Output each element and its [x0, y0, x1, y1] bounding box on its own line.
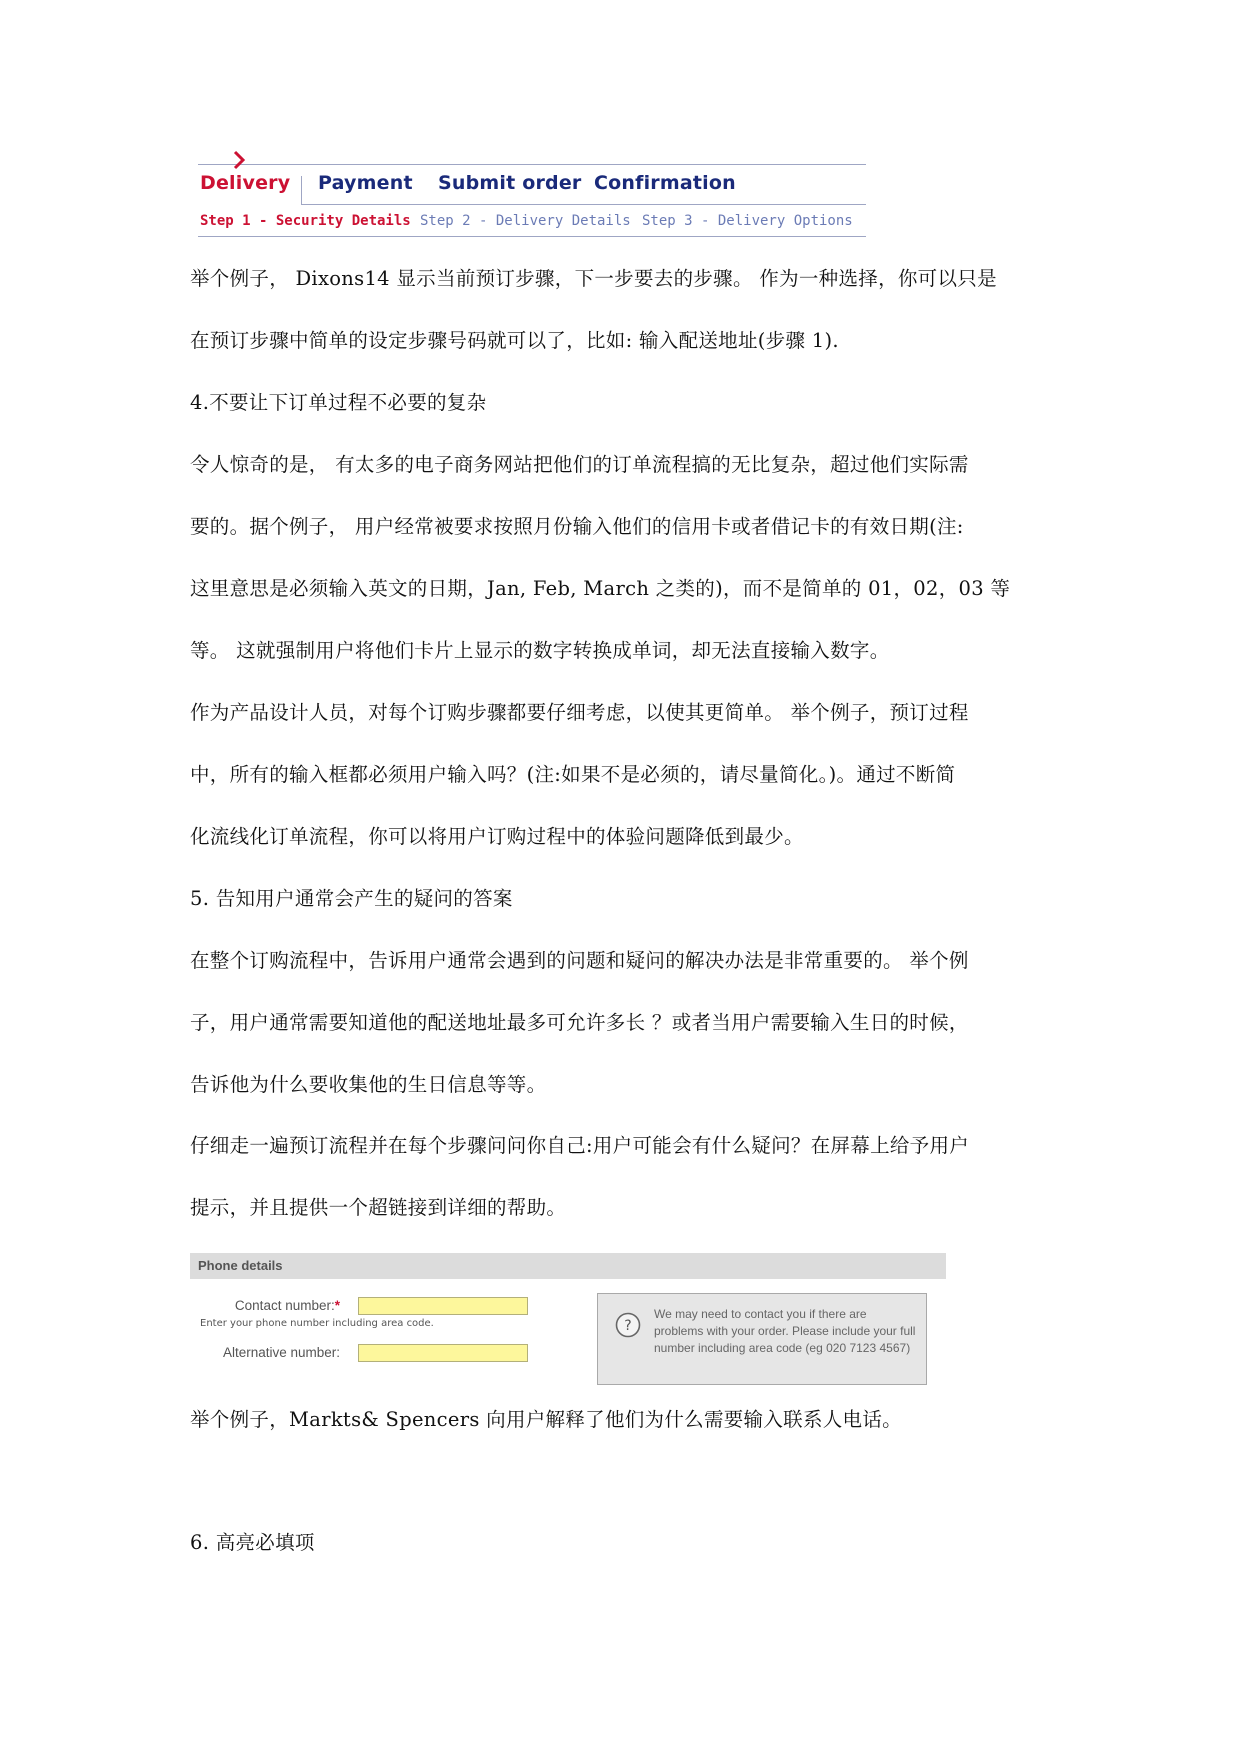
- contact-help-text: We may need to contact you if there are problems with your order. Please include your full number including area code (eg 020 7123 4567): [654, 1307, 916, 1355]
- text-line: 告诉他为什么要收集他的生日信息等等。: [190, 1073, 547, 1096]
- text-line: 化流线化订单流程，你可以将用户订购过程中的体验问题降低到最少。: [190, 825, 804, 848]
- steps-top-rule: [198, 164, 866, 165]
- required-marker: *: [334, 1298, 340, 1313]
- text-line: 等。 这就强制用户将他们卡片上显示的数字转换成单词，却无法直接输入数字。: [190, 639, 890, 662]
- question-circle-icon: [615, 1312, 641, 1338]
- substep-security-details[interactable]: Step 1 - Security Details: [200, 213, 411, 229]
- text-line: 5. 告知用户通常会产生的疑问的答案: [190, 887, 513, 910]
- checkout-steps-figure: [198, 150, 866, 242]
- heading-section-5: [190, 868, 1070, 930]
- contact-number-label: [190, 1298, 340, 1313]
- text-line: 举个例子， Dixons14 显示当前预订步骤，下一步要去的步骤。 作为一种选择，你可以只是: [190, 267, 997, 290]
- alternative-number-label: Alternative number:: [222, 1345, 340, 1360]
- tab-separator: [301, 176, 302, 205]
- text-line: 举个例子，Markts& Spencers 向用户解释了他们为什么需要输入联系人电话。: [190, 1408, 902, 1431]
- steps-mid-rule: [302, 204, 866, 205]
- caption-marks-spencer: [190, 1389, 1070, 1451]
- text-line: 作为产品设计人员，对每个订购步骤都要仔细考虑，以使其更简单。 举个例子，预订过程: [190, 701, 969, 724]
- tab-payment[interactable]: Payment: [318, 172, 413, 194]
- paragraph-dixons-example: [190, 248, 1070, 372]
- contact-number-input[interactable]: [358, 1297, 528, 1315]
- chevron-right-icon: [232, 150, 246, 170]
- svg-text:?: ?: [624, 1318, 632, 1334]
- paragraph-complex-checkout: [190, 434, 1070, 682]
- text-line: 4.不要让下订单过程不必要的复杂: [190, 391, 487, 414]
- text-line: 要的。据个例子， 用户经常被要求按照月份输入他们的信用卡或者借记卡的有效日期(注:: [190, 515, 964, 538]
- text-line: 在预订步骤中简单的设定步骤号码就可以了，比如: 输入配送地址(步骤 1).: [190, 329, 839, 352]
- phone-details-figure: [190, 1253, 946, 1389]
- steps-bottom-rule: [198, 236, 866, 237]
- text-line: 在整个订购流程中，告诉用户通常会遇到的问题和疑问的解决办法是非常重要的。 举个例: [190, 949, 969, 972]
- contact-number-hint: Enter your phone number including area code.: [200, 1318, 434, 1329]
- heading-section-4: [190, 372, 1070, 434]
- tab-submit-order[interactable]: Submit order: [438, 172, 582, 194]
- text-line: 中，所有的输入框都必须用户输入吗？(注:如果不是必须的，请尽量简化。)。通过不断简: [190, 763, 956, 786]
- substep-delivery-details[interactable]: Step 2 - Delivery Details: [420, 213, 631, 229]
- paragraph-walkthrough: [190, 1115, 1070, 1239]
- text-line: 仔细走一遍预订流程并在每个步骤问问你自己:用户可能会有什么疑问？在屏幕上给予用户: [190, 1134, 970, 1157]
- paragraph-answer-questions: [190, 930, 1070, 1116]
- contact-help-box: [597, 1293, 927, 1385]
- substep-delivery-options[interactable]: Step 3 - Delivery Options: [642, 213, 853, 229]
- paragraph-simplify-steps: [190, 682, 1070, 868]
- tab-confirmation[interactable]: Confirmation: [594, 172, 736, 194]
- text-line: 令人惊奇的是， 有太多的电子商务网站把他们的订单流程搞的无比复杂，超过他们实际需: [190, 453, 969, 476]
- tab-delivery[interactable]: Delivery: [200, 172, 291, 194]
- text-line: 子，用户通常需要知道他的配送地址最多可允许多长 ？或者当用户需要输入生日的时候，: [190, 1011, 969, 1034]
- phone-details-header: Phone details: [190, 1253, 946, 1279]
- text-line: 这里意思是必须输入英文的日期，Jan, Feb, March 之类的)，而不是简单的 01，02，03 等: [190, 577, 1011, 600]
- alternative-number-input[interactable]: [358, 1344, 528, 1362]
- contact-number-label-text: Contact number:: [234, 1298, 335, 1313]
- text-line: 6. 高亮必填项: [190, 1531, 315, 1554]
- text-line: 提示，并且提供一个超链接到详细的帮助。: [190, 1196, 567, 1219]
- heading-section-6: [190, 1512, 1070, 1574]
